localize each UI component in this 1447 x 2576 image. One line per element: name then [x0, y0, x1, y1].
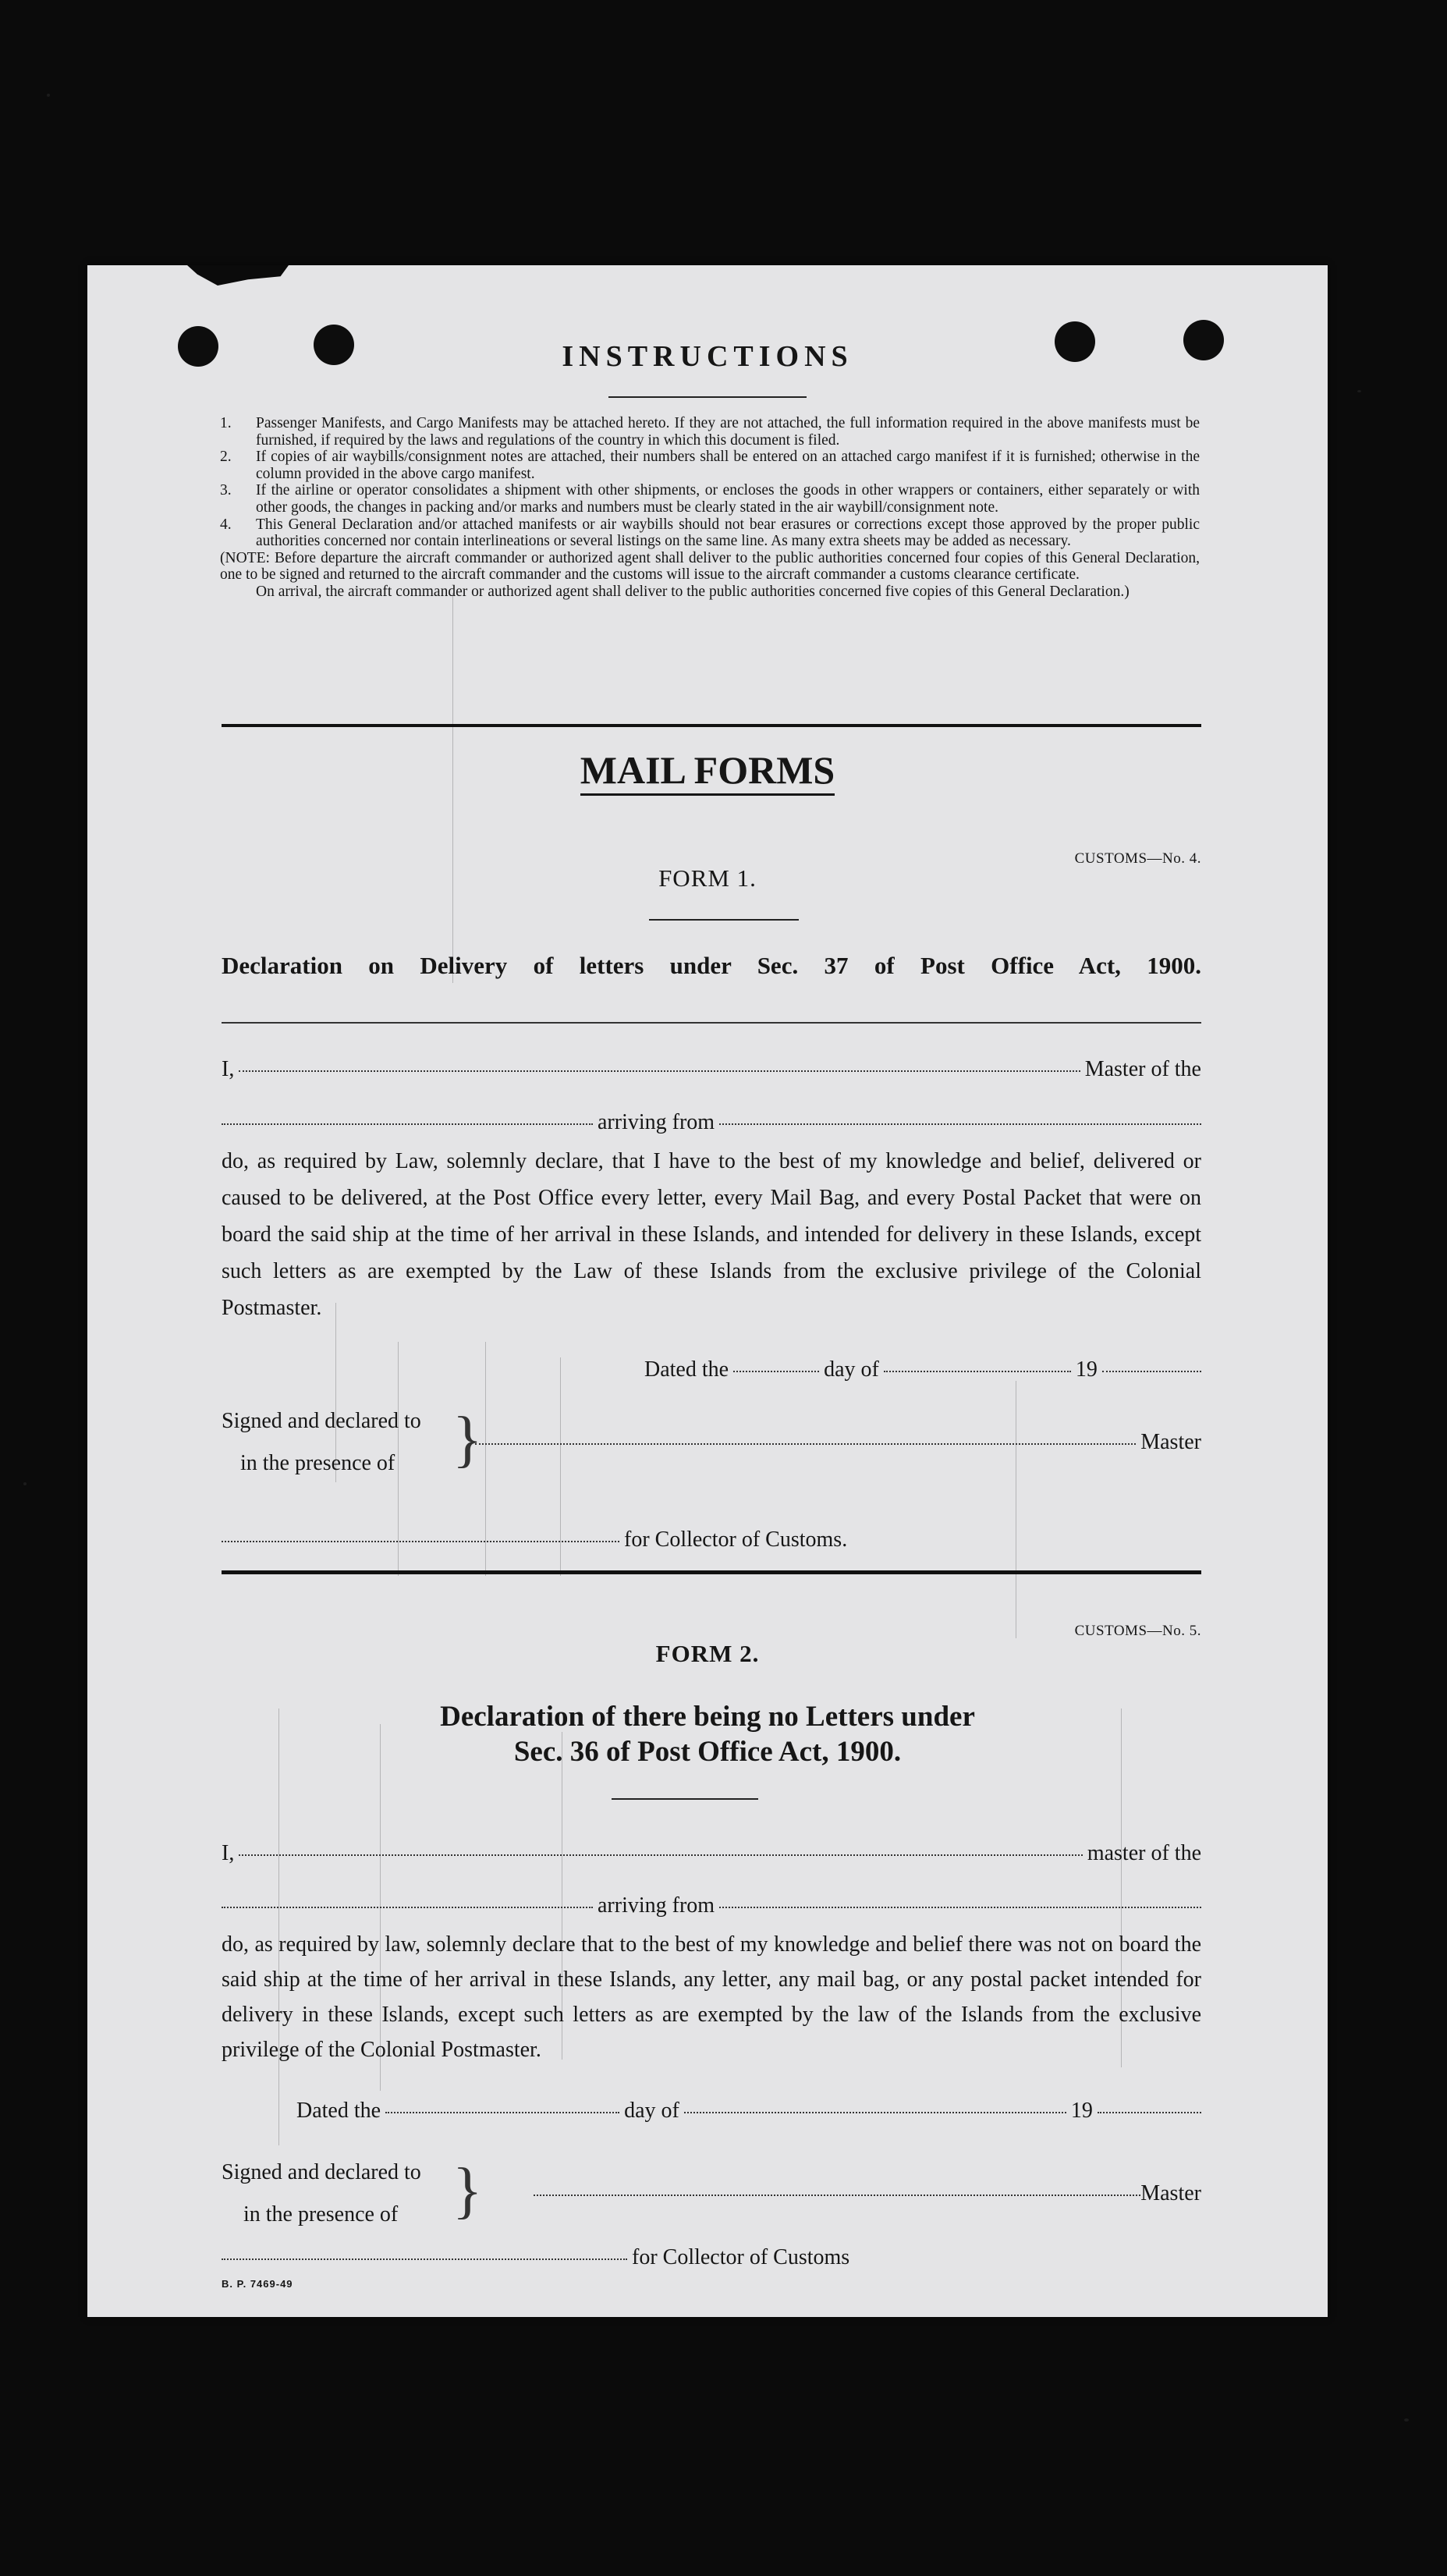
- master-signature-line: Master: [475, 1430, 1201, 1455]
- collector-signature-field[interactable]: [222, 2258, 627, 2260]
- scan-speck: [47, 94, 50, 97]
- brace-icon: }: [452, 1405, 483, 1474]
- customs-number: CUSTOMS—No. 4.: [1074, 850, 1201, 867]
- collector-line: for Collector of Customs: [222, 2245, 1080, 2270]
- instruction-item: 1. Passenger Manifests, and Cargo Manifests may be attached hereto. If they are not attached, the full information required in the above manifests must be furnished, if required by the laws and regulations of the country in which this document is filed.: [220, 415, 1200, 449]
- origin-field[interactable]: [719, 1123, 1201, 1125]
- master-signature-field[interactable]: [475, 1442, 1136, 1445]
- instruction-note: (NOTE: Before departure the aircraft commander or authorized agent shall deliver to the public authorities concerned four copies of this General Declaration, one to be signed and returned to the aircraft commander and the customs will issue to the aircraft commander a customs clearance certificate. On arrival, the aircraft commander or authorized agent shall deliver to the public authorities concerned five copies of this General Declaration.): [220, 549, 1201, 600]
- signed-declared-label: Signed and declared to in the presence of: [222, 1409, 421, 1475]
- title-rule: [612, 1798, 758, 1800]
- section-divider: [222, 724, 1201, 727]
- day-field[interactable]: [733, 1370, 819, 1372]
- form1-body-text: do, as required by Law, solemnly declare, that I have to the best of my knowledge and belief, delivered or caused to be delivered, at the Post Office every letter, every Mail Bag, and every Postal Packet that were on board the said ship at the time of her arrival in these Islands, and intended for delivery in these Islands, except such letters as are exempted by the Law of these Islands from the exclusive privilege of the Colonial Postmaster.: [222, 1149, 1201, 1320]
- month-field[interactable]: [884, 1370, 1071, 1372]
- mail-forms-title: MAIL FORMS: [87, 747, 1328, 793]
- dated-line: Dated the day of 19: [296, 2099, 1201, 2124]
- origin-field[interactable]: [719, 1906, 1201, 1908]
- name-field[interactable]: [239, 1070, 1080, 1072]
- form2-title: FORM 2.: [655, 1640, 760, 1667]
- master-signature-line: Master: [534, 2181, 1201, 2206]
- ship-line: arriving from: [222, 1110, 1201, 1135]
- month-field[interactable]: [684, 2111, 1066, 2113]
- master-signature-field[interactable]: [534, 2194, 1140, 2196]
- scan-speck: [1404, 2418, 1409, 2422]
- instructions-title: INSTRUCTIONS: [562, 340, 853, 373]
- collector-signature-field[interactable]: [222, 1540, 619, 1542]
- name-field[interactable]: [239, 1854, 1083, 1856]
- instruction-item: 2. If copies of air waybills/consignment notes are attached, their numbers shall be entered on an attached cargo manifest if it is furnished; otherwise in the column provided in the above cargo manifest.: [220, 449, 1200, 482]
- collector-line: for Collector of Customs.: [222, 1528, 1201, 1552]
- form2-body-text: do, as required by law, solemnly declare that to the best of my knowledge and belief there was not on board the said ship at the time of her arrival in these Islands, any letter, any mail bag, or any postal packet intended for delivery in these Islands, except such letters as are exempted by the law of the Islands from the exclusive privilege of the Colonial Postmaster.: [222, 1932, 1201, 2062]
- customs-number: CUSTOMS—No. 5.: [1074, 1623, 1201, 1639]
- instruction-item: 4. This General Declaration and/or attached manifests or air waybills should not bear erasures or corrections except those approved by the proper public authorities concerned nor contain interlineations or several listings on the same line. As many extra sheets may be added as necessary.: [220, 516, 1200, 550]
- section-divider: [222, 1570, 1201, 1574]
- form1-title: FORM 1.: [658, 864, 757, 892]
- instructions-list: [220, 415, 1200, 601]
- ship-line: arriving from: [222, 1893, 1201, 1918]
- brace-icon: }: [452, 2156, 483, 2225]
- form2-declaration-heading: Declaration of there being no Letters under Sec. 36 of Post Office Act, 1900.: [440, 1701, 975, 1768]
- day-field[interactable]: [385, 2111, 619, 2113]
- document-page: [87, 265, 1328, 2317]
- dated-line: Dated the day of 19: [222, 1357, 1201, 1382]
- name-line: I, Master of the: [222, 1057, 1201, 1081]
- torn-corner: [187, 265, 289, 286]
- title-rule: [649, 919, 799, 921]
- scan-speck: [23, 1482, 27, 1485]
- year-field[interactable]: [1102, 1370, 1201, 1372]
- ship-name-field[interactable]: [222, 1906, 593, 1908]
- form1-declaration-heading: Declaration on Delivery of letters under Sec. 37 of Post Office Act, 1900.: [222, 952, 1201, 979]
- instruction-item: 3. If the airline or operator consolidates a shipment with other shipments, or encloses the goods in other wrappers or containers, either separately or with other goods, the changes in packing and/or marks and numbers must be clearly stated in the air waybill/consignment note.: [220, 482, 1200, 516]
- signed-declared-label: Signed and declared to in the presence of: [222, 2160, 421, 2227]
- print-code: B. P. 7469-49: [222, 2278, 293, 2290]
- name-line: I, master of the: [222, 1841, 1201, 1865]
- title-rule: [608, 396, 807, 398]
- ship-name-field[interactable]: [222, 1123, 593, 1125]
- year-field[interactable]: [1098, 2111, 1201, 2113]
- scan-speck: [1357, 390, 1361, 392]
- thin-divider: [222, 1022, 1201, 1024]
